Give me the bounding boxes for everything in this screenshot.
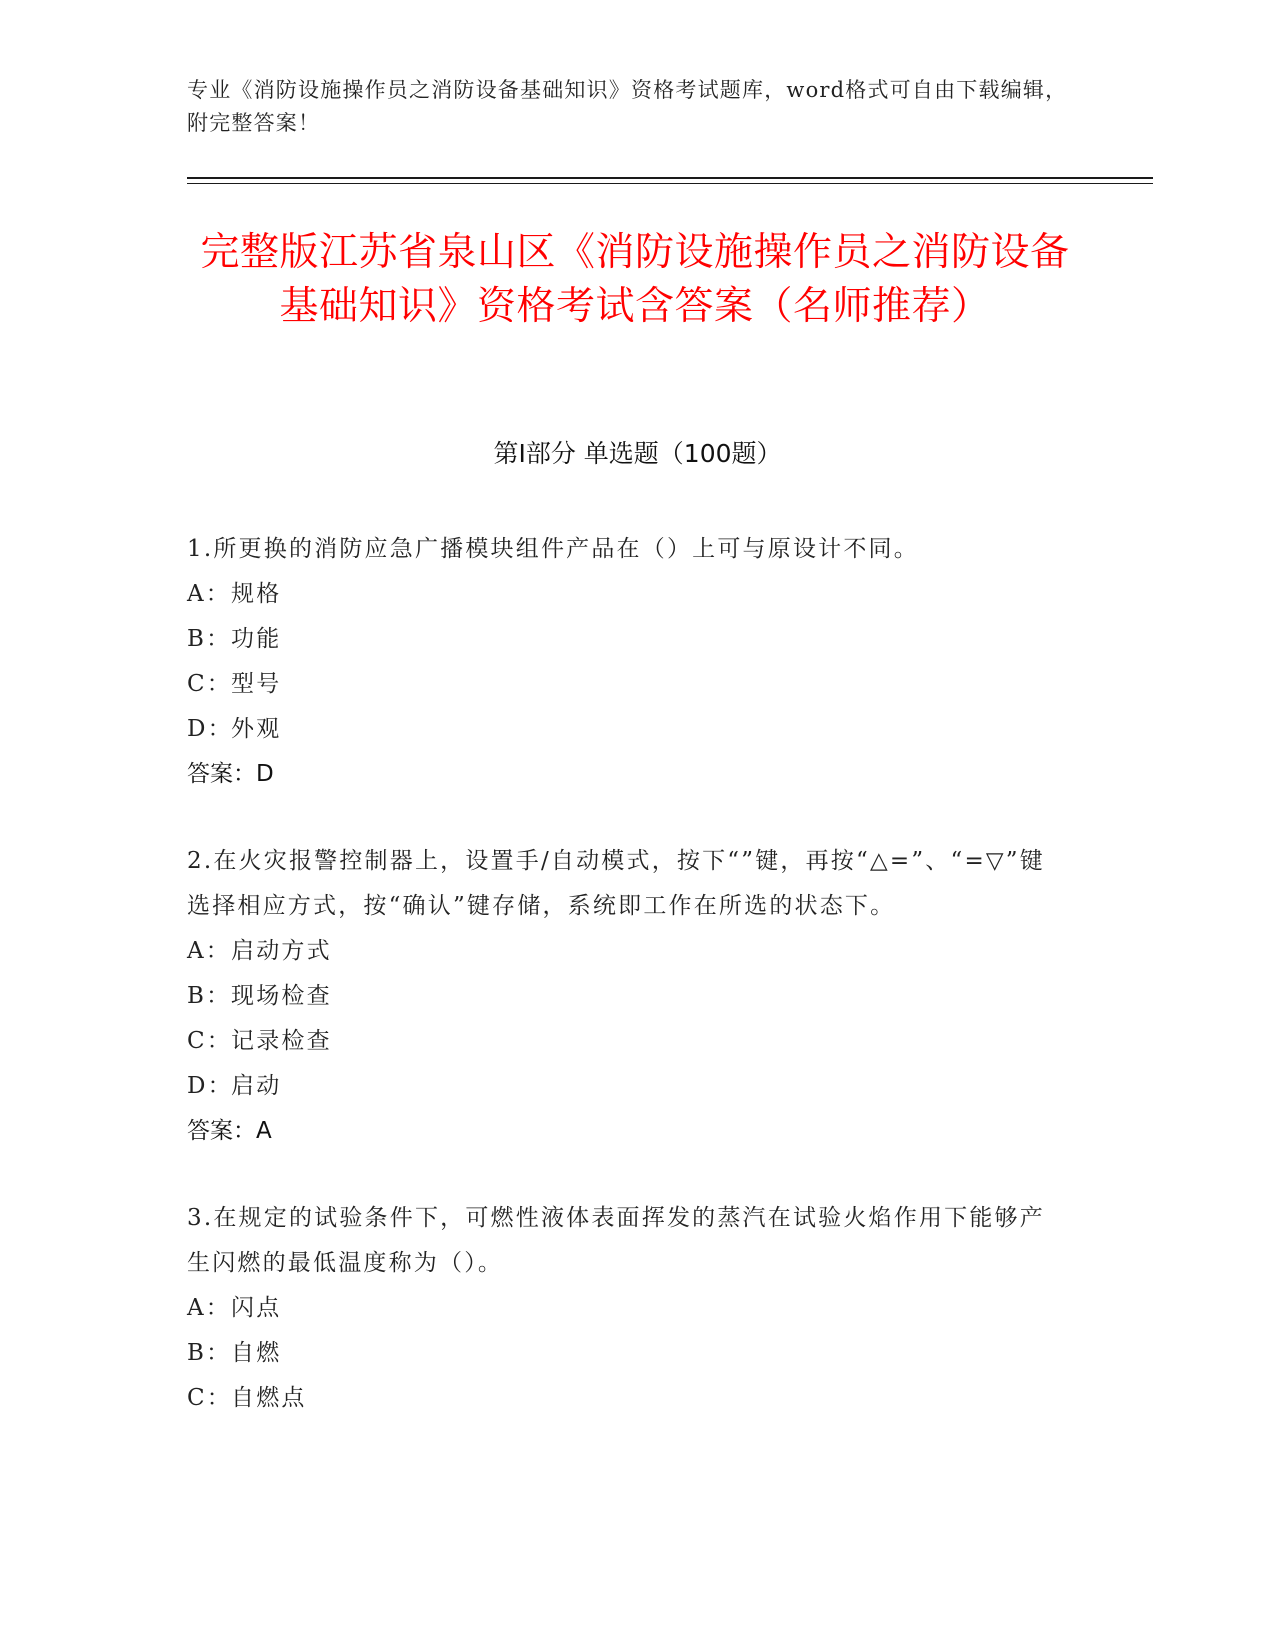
question-1 [187, 527, 1067, 797]
answer-line: 答案：D [187, 761, 274, 787]
option-key: C： [187, 1028, 232, 1054]
option-key: A： [187, 581, 232, 607]
option-key: B： [187, 983, 232, 1009]
option-text: 自燃点 [231, 1385, 307, 1411]
option-key: A： [187, 938, 232, 964]
option-b [187, 1331, 1067, 1376]
header-rule-thin [187, 183, 1153, 184]
option-text: 启动 [231, 1073, 282, 1099]
option-c [187, 1019, 1067, 1064]
answer-line: 答案：A [187, 1118, 272, 1144]
option-key: D： [187, 716, 233, 742]
option-b [187, 617, 1067, 662]
document-title: 完整版江苏省泉山区《消防设施操作员之消防设备基础知识》资格考试含答案（名师推荐） [200, 230, 1070, 329]
option-text: 外观 [231, 716, 282, 742]
option-text: 规格 [231, 581, 282, 607]
option-text: 型号 [231, 671, 282, 697]
option-text: 现场检查 [231, 983, 332, 1009]
option-text: 记录检查 [231, 1028, 332, 1054]
option-a [187, 572, 1067, 617]
option-b [187, 974, 1067, 1019]
option-d [187, 1064, 1067, 1109]
question-stem: 3.在规定的试验条件下，可燃性液体表面挥发的蒸汽在试验火焰作用下能够产生闪燃的最低温度称为（）。 [187, 1205, 1045, 1276]
option-key: B： [187, 626, 232, 652]
section-heading: 第Ⅰ部分 单选题（100题） [493, 439, 782, 468]
option-a [187, 929, 1067, 974]
option-key: B： [187, 1340, 232, 1366]
option-text: 闪点 [231, 1295, 282, 1321]
option-key: A： [187, 1295, 232, 1321]
option-text: 自燃 [231, 1340, 282, 1366]
question-list [187, 527, 1067, 1463]
option-d [187, 707, 1067, 752]
question-3 [187, 1196, 1067, 1421]
option-c [187, 662, 1067, 707]
question-stem: 1.所更换的消防应急广播模块组件产品在（）上可与原设计不同。 [187, 536, 919, 562]
option-a [187, 1286, 1067, 1331]
option-c [187, 1376, 1067, 1421]
header-rule-thick [187, 177, 1153, 179]
option-key: D： [187, 1073, 233, 1099]
option-key: C： [187, 671, 232, 697]
option-text: 功能 [231, 626, 282, 652]
header-note: 专业《消防设施操作员之消防设备基础知识》资格考试题库，word格式可自由下载编辑，附完整答案！ [187, 78, 1068, 135]
question-stem: 2.在火灾报警控制器上，设置手/自动模式，按下“”键，再按“△=”、“=▽”键选择相应方式，按“确认”键存储，系统即工作在所选的状态下。 [187, 848, 1045, 919]
option-key: C： [187, 1385, 232, 1411]
question-2 [187, 839, 1067, 1154]
option-text: 启动方式 [231, 938, 332, 964]
